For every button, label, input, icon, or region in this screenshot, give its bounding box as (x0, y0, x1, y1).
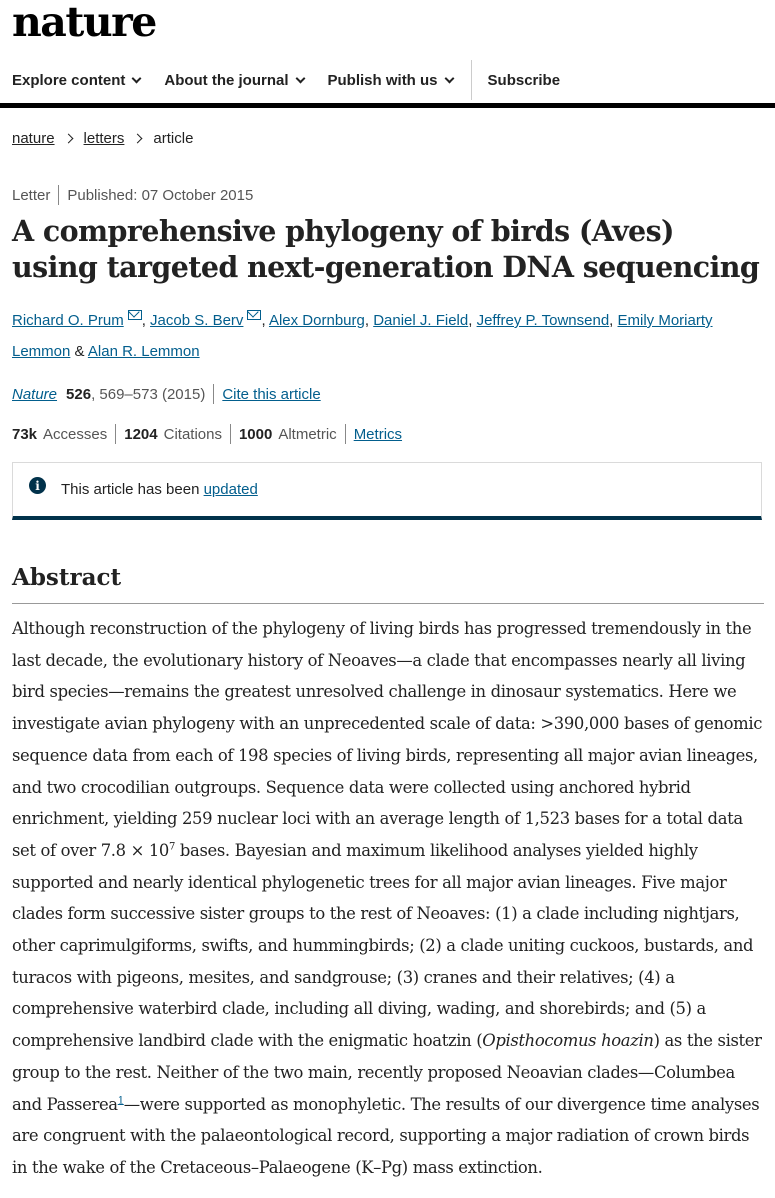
abstract-divider (12, 603, 764, 604)
author-list: Richard O. Prum , Jacob S. Berv , Alex Dornburg, Daniel J. Field, Jeffrey P. Townsend, Emily Moriarty Lemmon & Alan R. Lemmon (12, 312, 713, 360)
notice-text (61, 481, 258, 498)
chevron-right-icon (63, 134, 73, 144)
nav-publish[interactable] (316, 60, 465, 100)
metrics-link[interactable]: Metrics (353, 425, 403, 443)
abstract-part: Although reconstruction of the phylogeny of living birds has progressed tremendously in the last decade, the evolutionary history of Neoaves—a clade that encompasses nearly all living bird species—remains the greatest unresolved challenge in dinosaur systematics. Here we investigate avian phylogeny with an unprecedented scale of data: >390,000 bases of genomic sequence data from each of 198 species of living birds, representing all major avian lineages, and two crocodilian outgroups. Sequence data were collected using anchored hybrid enrichment, yielding 259 nuclear loci with an average length of 1,523 bases for a total data set of over 7.8 × 10 (12, 619, 763, 860)
abstract-heading: Abstract (12, 564, 122, 591)
nature-logo[interactable]: nature (12, 0, 156, 46)
abstract-part: ) as the sister group to the rest. Neither of the two main, recently proposed Neoavian clades—Columbea and Passerea (12, 1031, 762, 1114)
divider (58, 185, 59, 205)
cite-this-article-link[interactable]: Cite this article (222, 385, 321, 403)
nav-subscribe[interactable]: Subscribe (487, 71, 561, 89)
divider (115, 424, 116, 444)
article-type: Letter (12, 186, 51, 204)
chevron-down-icon (444, 73, 454, 83)
altmetric-label: Altmetric (278, 425, 337, 443)
citation-line (12, 384, 321, 404)
breadcrumb (12, 130, 193, 147)
divider (230, 424, 231, 444)
article-metrics (12, 424, 402, 444)
chevron-down-icon (132, 73, 142, 83)
divider (345, 424, 346, 444)
altmetric-score: 1000 (238, 425, 273, 443)
author-link[interactable]: Alex Dornburg (268, 312, 365, 329)
mail-icon[interactable] (128, 310, 142, 320)
breadcrumb-letters[interactable]: letters (83, 130, 125, 147)
nav-label: About the journal (164, 71, 289, 89)
citations-label: Citations (163, 425, 222, 443)
pages: , 569–573 (2015) (91, 385, 206, 403)
author-link[interactable]: Jeffrey P. Townsend (476, 312, 610, 329)
author-link[interactable]: Jacob S. Berv (150, 312, 244, 329)
divider (213, 384, 214, 404)
nav-underline-bar (0, 103, 775, 108)
published-date: Published: 07 October 2015 (67, 186, 254, 204)
chevron-down-icon (295, 73, 305, 83)
accesses-label: Accesses (43, 425, 108, 443)
abstract-part: bases. Bayesian and maximum likelihood analyses yielded highly supported and nearly identical phylogenetic trees for all major avian lineages. Five major clades form successive sister groups to the rest of Neoaves: (1) a clade including nightjars, other caprimulgiforms, swifts, and hummingbirds; (2) a clade uniting cuckoos, bustards, and turacos with pigeons, mesites, and sandgrouse; (3) cranes and their relatives; (4) a comprehensive waterbird clade, including all diving, wading, and shorebirds; and (5) a comprehensive landbird clade with the enigmatic hoatzin ( (12, 840, 754, 1051)
mail-icon[interactable] (247, 310, 261, 320)
author-link[interactable]: Daniel J. Field (373, 312, 469, 329)
breadcrumb-nature[interactable]: nature (12, 130, 55, 147)
info-icon: i (29, 477, 46, 494)
journal-link[interactable]: Nature (12, 385, 58, 403)
exponent: 7 (169, 841, 176, 853)
notice-message: This article has been (61, 481, 200, 498)
accesses-count: 73k (12, 425, 38, 443)
main-nav (0, 56, 775, 104)
update-notice (12, 462, 762, 520)
reference-link[interactable]: 1 (117, 1095, 124, 1107)
author-link[interactable]: Emily Moriarty Lemmon (12, 312, 713, 360)
nav-about-journal[interactable] (152, 60, 315, 100)
species-name: Opisthocomus hoazin (482, 1031, 654, 1051)
author-link[interactable]: Richard O. Prum (12, 312, 124, 329)
nav-label: Publish with us (327, 71, 438, 89)
abstract-part: —were supported as monophyletic. The results of our divergence time analyses are congruent with the palaeontological record, supporting a major radiation of crown birds in the wake of the Cretaceous–Palaeogene (K–Pg) mass extinction. (12, 1094, 760, 1177)
nav-label: Explore content (12, 71, 126, 89)
author-link[interactable]: Alan R. Lemmon (87, 343, 200, 360)
chevron-right-icon (133, 134, 143, 144)
updated-link[interactable]: updated (203, 481, 258, 498)
article-meta (12, 185, 253, 205)
citations-count: 1204 (124, 425, 158, 443)
nav-divider (471, 60, 472, 100)
author-ampersand: & (74, 343, 85, 360)
volume: 526 (66, 385, 92, 403)
abstract-body (12, 613, 767, 1184)
breadcrumb-current: article (153, 130, 194, 147)
article-title: A comprehensive phylogeny of birds (Aves) using targeted next-generation DNA sequencing (12, 214, 760, 284)
nav-explore-content[interactable] (0, 60, 152, 100)
